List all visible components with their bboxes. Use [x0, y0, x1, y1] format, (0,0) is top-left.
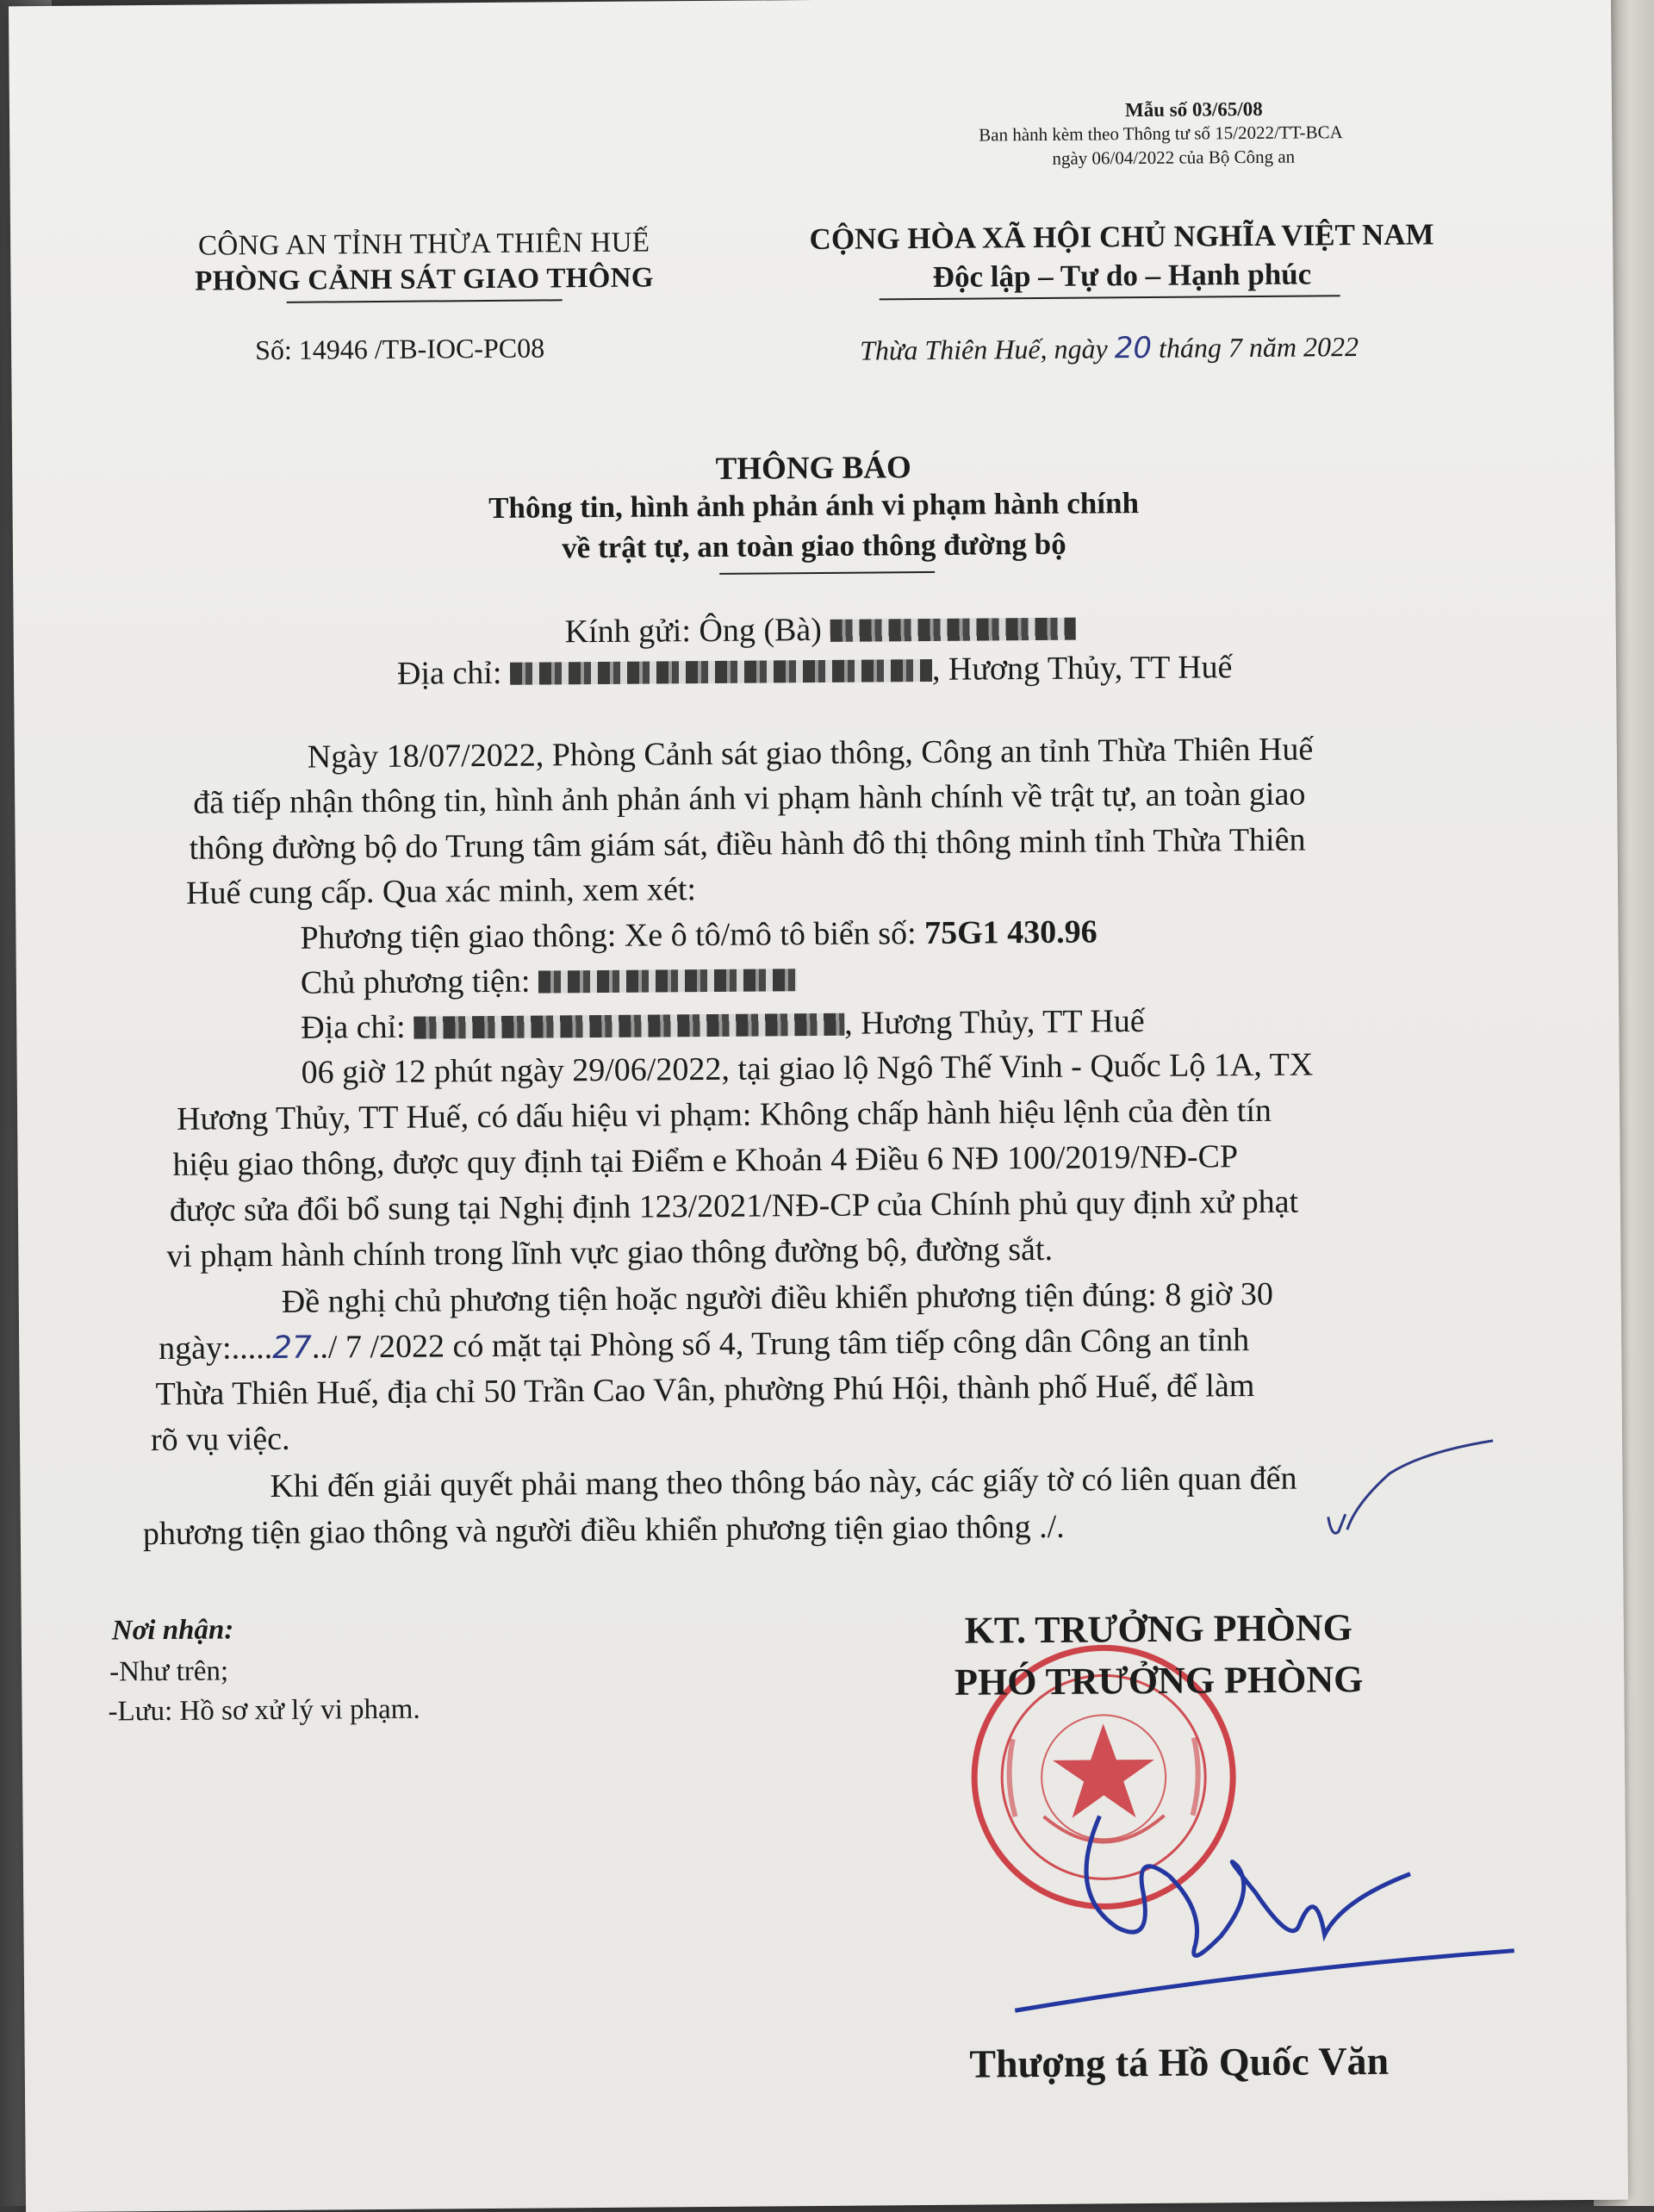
vehicle-line — [300, 909, 1097, 961]
body-line: được sửa đổi bổ sung tại Nghị định 123/2021/NĐ-CP của Chính phủ quy định xử phạt — [169, 1183, 1299, 1229]
vehicle-label: Phương tiện giao thông: Xe ô tô/mô tô biển số: — [300, 915, 917, 956]
body-line: rõ vụ việc. — [150, 1420, 290, 1459]
receivers-heading: Nơi nhận: — [111, 1614, 234, 1647]
handwritten-signature — [996, 1796, 1532, 2024]
license-plate: 75G1 430.96 — [923, 913, 1097, 952]
owner-line — [301, 956, 797, 1006]
agency-underline — [287, 299, 563, 303]
issue-date-day: 20 — [1114, 330, 1153, 366]
signature-title-line1: KT. TRƯỞNG PHÒNG — [964, 1606, 1353, 1652]
form-issued-line2: ngày 06/04/2022 của Bộ Công an — [1052, 146, 1296, 169]
issue-date-suffix: tháng 7 năm 2022 — [1158, 331, 1359, 364]
signer-name: Thượng tá Hồ Quốc Văn — [969, 2038, 1390, 2086]
redacted-name — [830, 618, 1075, 642]
owner-label: Chủ phương tiện: — [300, 963, 531, 1001]
receivers-item: -Lưu: Hồ sơ xử lý vi phạm. — [108, 1693, 420, 1728]
recipient-greeting-text: Kính gửi: Ông (Bà) — [564, 611, 823, 651]
redacted-address — [510, 659, 932, 685]
body-line: Đề nghị chủ phương tiện hoặc người điều khiển phương tiện đúng: 8 giờ 30 — [281, 1275, 1274, 1320]
state-motto: Độc lập – Tự do – Hạnh phúc — [932, 257, 1312, 294]
receivers-item: -Như trên; — [109, 1655, 229, 1688]
checkmark-icon — [1321, 1434, 1511, 1556]
body-line: vi phạm hành chính trong lĩnh vực giao thông đường bộ, đường sắt. — [166, 1231, 1054, 1274]
body-line: đã tiếp nhận thông tin, hình ảnh phản ánh vi phạm hành chính về trật tự, an toàn giao — [193, 776, 1306, 821]
recipient-address-label: Địa chỉ: — [396, 654, 502, 692]
body-line: Khi đến giải quyết phải mang theo thông báo này, các giấy tờ có liên quan đến — [270, 1460, 1297, 1505]
agency-parent: CÔNG AN TỈNH THỪA THIÊN HUẾ — [197, 227, 650, 262]
redacted-owner — [538, 969, 797, 993]
body-line: Hương Thủy, TT Huế, có dấu hiệu vi phạm: Không chấp hành hiệu lệnh của đèn tín — [176, 1092, 1272, 1137]
owner-address-tail: Hương Thủy, TT Huế — [860, 1003, 1145, 1042]
appointment-day: 27 — [271, 1330, 313, 1366]
motto-underline — [880, 295, 1340, 300]
notice-subtitle-line1: Thông tin, hình ảnh phản ánh vi phạm hành chính — [488, 486, 1140, 525]
issue-date — [860, 329, 1359, 368]
notice-title: THÔNG BÁO — [715, 450, 911, 487]
redacted-owner-address — [414, 1013, 844, 1039]
body-line: Thừa Thiên Huế, địa chỉ 50 Trần Cao Vân, phường Phú Hội, thành phố Huế, để làm — [155, 1368, 1255, 1413]
body-line: thông đường bộ do Trung tâm giám sát, điều hành đô thị thông minh tỉnh Thừa Thiên — [189, 821, 1306, 867]
appointment-prefix: ngày:..... — [159, 1329, 273, 1368]
title-underline — [719, 571, 935, 575]
document-page — [9, 0, 1628, 2212]
document-number: Số: 14946 /TB-IOC-PC08 — [254, 332, 545, 366]
appointment-rest: ../ 7 /2022 có mặt tại Phòng số 4, Trung tâm tiếp công dân Công an tỉnh — [311, 1322, 1250, 1366]
notice-subtitle-line2: về trật tự, an toàn giao thông đường bộ — [562, 527, 1066, 565]
recipient-address — [397, 645, 1233, 697]
owner-address-line: Địa chỉ: , Hương Thủy, TT Huế — [301, 1003, 1145, 1046]
body-line: 06 giờ 12 phút ngày 29/06/2022, tại giao lộ Ngô Thế Vinh - Quốc Lộ 1A, TX — [301, 1046, 1314, 1091]
form-issued-line1: Ban hành kèm theo Thông tư số 15/2022/TT-BCA — [979, 122, 1343, 146]
signature-title-line2: PHÓ TRƯỞNG PHÒNG — [954, 1658, 1364, 1704]
body-line: phương tiện giao thông và người điều khiển phương tiện giao thông ./. — [142, 1508, 1065, 1553]
state-name: CỘNG HÒA XÃ HỘI CHỦ NGHĨA VIỆT NAM — [809, 217, 1434, 257]
body-line: Huế cung cấp. Qua xác minh, xem xét: — [185, 871, 697, 912]
body-line: Ngày 18/07/2022, Phòng Cảnh sát giao thông, Công an tỉnh Thừa Thiên Huế — [307, 731, 1314, 776]
owner-address-label: Địa chỉ: — [301, 1008, 406, 1046]
form-number: Mẫu số 03/65/08 — [1124, 97, 1263, 122]
body-line: hiệu giao thông, được quy định tại Điểm e Khoản 4 Điều 6 NĐ 100/2019/NĐ-CP — [172, 1138, 1239, 1183]
agency-unit: PHÒNG CẢNH SÁT GIAO THÔNG — [195, 262, 654, 297]
recipient-address-tail: , Hương Thủy, TT Huế — [931, 649, 1233, 688]
issue-date-prefix: Thừa Thiên Huế, ngày — [860, 333, 1108, 366]
